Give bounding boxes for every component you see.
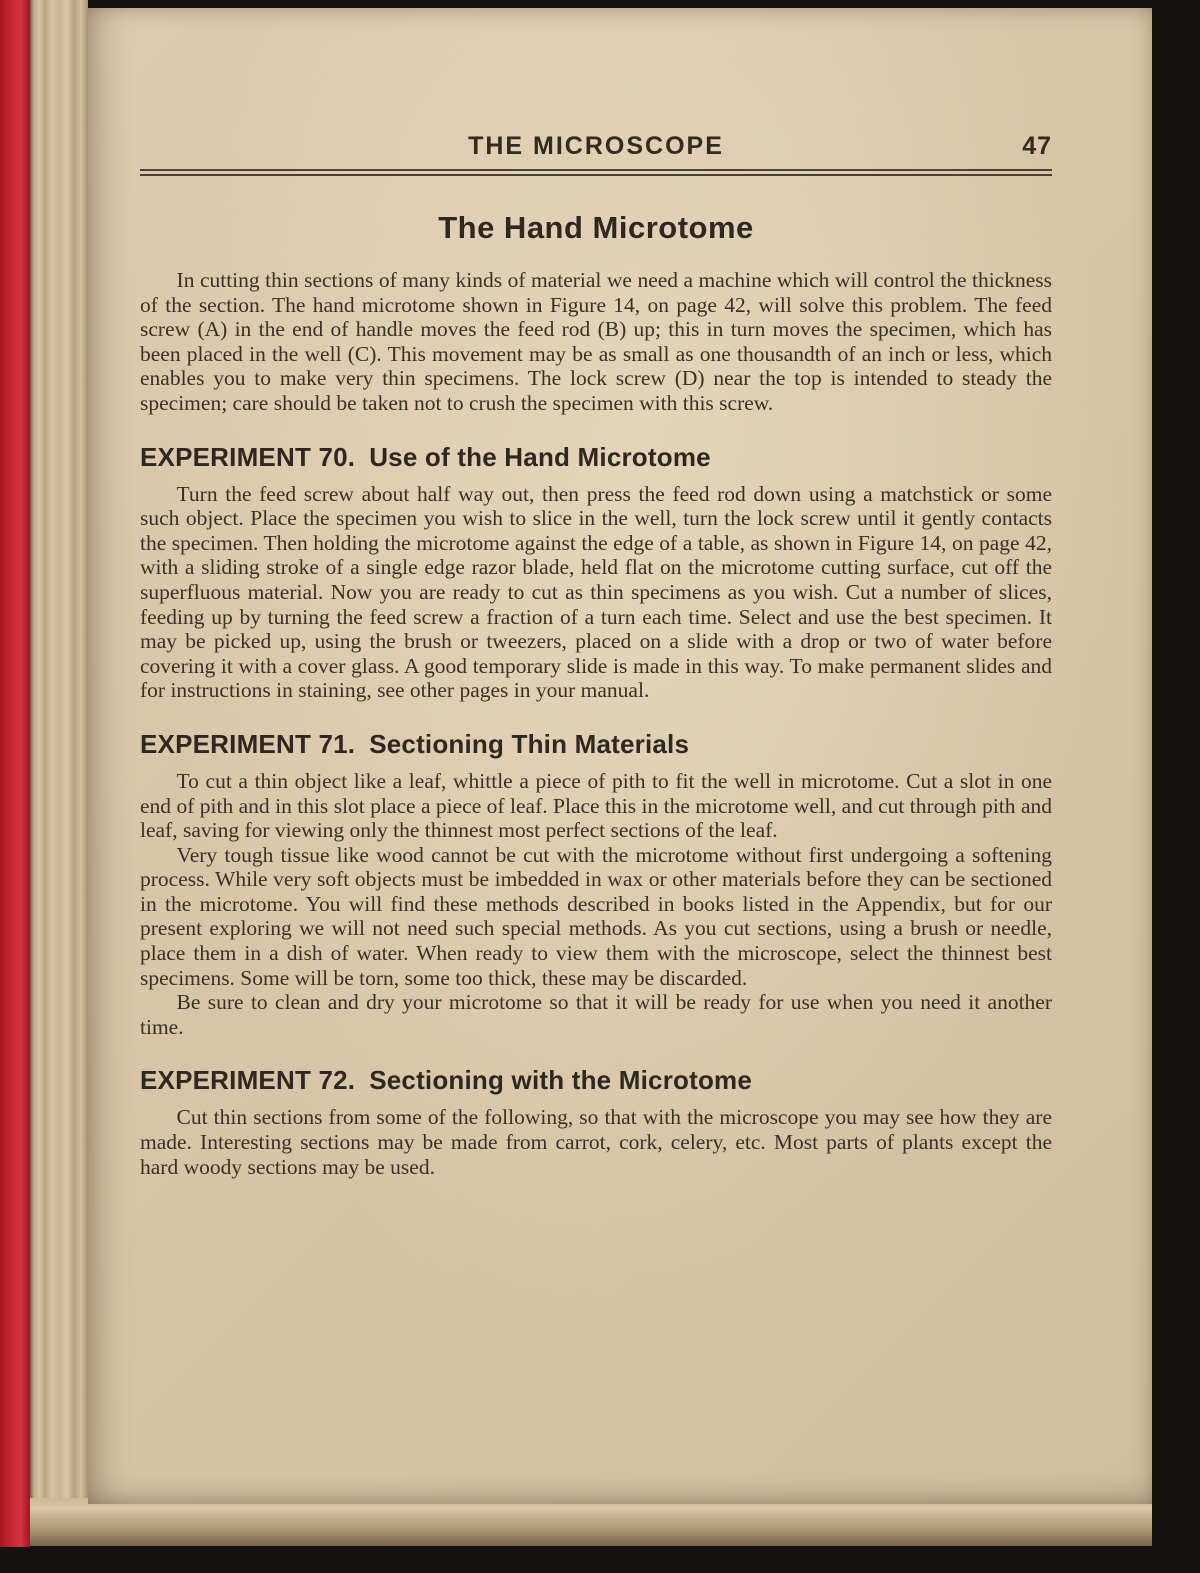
header-rule: [140, 169, 1052, 176]
running-title: THE MICROSCOPE: [468, 132, 724, 160]
left-page-edges: [30, 0, 88, 1512]
book-page: [88, 8, 1152, 1504]
running-head: [140, 132, 1052, 161]
page-number: 47: [1022, 132, 1052, 160]
experiment-70-heading: [140, 442, 1052, 473]
experiment-71-title: Sectioning Thin Materials: [369, 728, 690, 759]
experiment-71-paragraph-2: Very tough tissue like wood cannot be cut with the microtome without first undergoing a softening process. While very soft objects must be imbedded in wax or other materials before they can be sectioned in the microtome. You will find these methods described in books listed in the Appendix, but for our present exploring we will not need such special methods. As you cut sections, using a brush or needle, place them in a dish of water. When ready to view them with the microscope, select the thinnest best specimens. Some will be torn, some too thick, these may be discarded.: [140, 842, 1052, 990]
experiment-71-paragraph-3: Be sure to clean and dry your microtome so that it will be ready for use when you need it another time.: [140, 990, 1052, 1039]
experiment-72-label: EXPERIMENT 72.: [140, 1065, 356, 1096]
experiment-72-paragraph: Cut thin sections from some of the following, so that with the microscope you may see how they are made. Interesting sections may be made from carrot, cork, celery, etc. Most parts of plants except the hard woody sections may be used.: [140, 1105, 1052, 1179]
experiment-71-label: EXPERIMENT 71.: [140, 728, 356, 759]
experiment-71-heading: [140, 729, 1052, 760]
experiment-70-title: Use of the Hand Microtome: [369, 441, 711, 472]
page-title: The Hand Microtome: [438, 210, 754, 245]
intro-paragraph: In cutting thin sections of many kinds of material we need a machine which will control the thickness of the section. The hand microtome shown in Figure 14, on page 42, will solve this problem. The feed screw (A) in the end of handle moves the feed rod (B) up; this in turn moves the specimen, which has been placed in the well (C). This movement may be as small as one thousandth of an inch or less, which enables you to make very thin specimens. The lock screw (D) near the top is intended to steady the specimen; care should be taken not to crush the specimen with this screw.: [140, 268, 1052, 415]
experiment-72-title: Sectioning with the Microtome: [369, 1065, 753, 1096]
page-content: [88, 8, 1152, 1179]
book-cover-edge: [0, 0, 30, 1547]
experiment-70-label: EXPERIMENT 70.: [140, 441, 356, 472]
experiment-70-paragraph: Turn the feed screw about half way out, then press the feed rod down using a matchstick or some such object. Place the specimen you wish to slice in the well, turn the lock screw until it gently contacts the specimen. Then holding the microtome against the edge of a table, as shown in Figure 14, on page 42, with a sliding stroke of a single edge razor blade, held flat on the microtome cutting surface, cut off the superfluous material. Now you are ready to cut as thin specimens as you wish. Cut a number of slices, feeding up by turning the feed screw a fraction of a turn each time. Select and use the best specimen. It may be picked up, using the brush or tweezers, placed on a slide with a drop or two of water before covering it with a cover glass. A good temporary slide is made in this way. To make permanent slides and for instructions in staining, see other pages in your manual.: [140, 481, 1052, 703]
experiment-71-paragraph-1: To cut a thin object like a leaf, whittle a piece of pith to fit the well in microtome. Cut a slot in one end of pith and in this slot place a piece of leaf. Place this in the microtome well, and cut through pith and leaf, saving for viewing only the thinnest most perfect sections of the leaf.: [140, 768, 1052, 843]
experiment-72-heading: [140, 1065, 1052, 1096]
bottom-page-edges: [30, 1498, 1152, 1546]
